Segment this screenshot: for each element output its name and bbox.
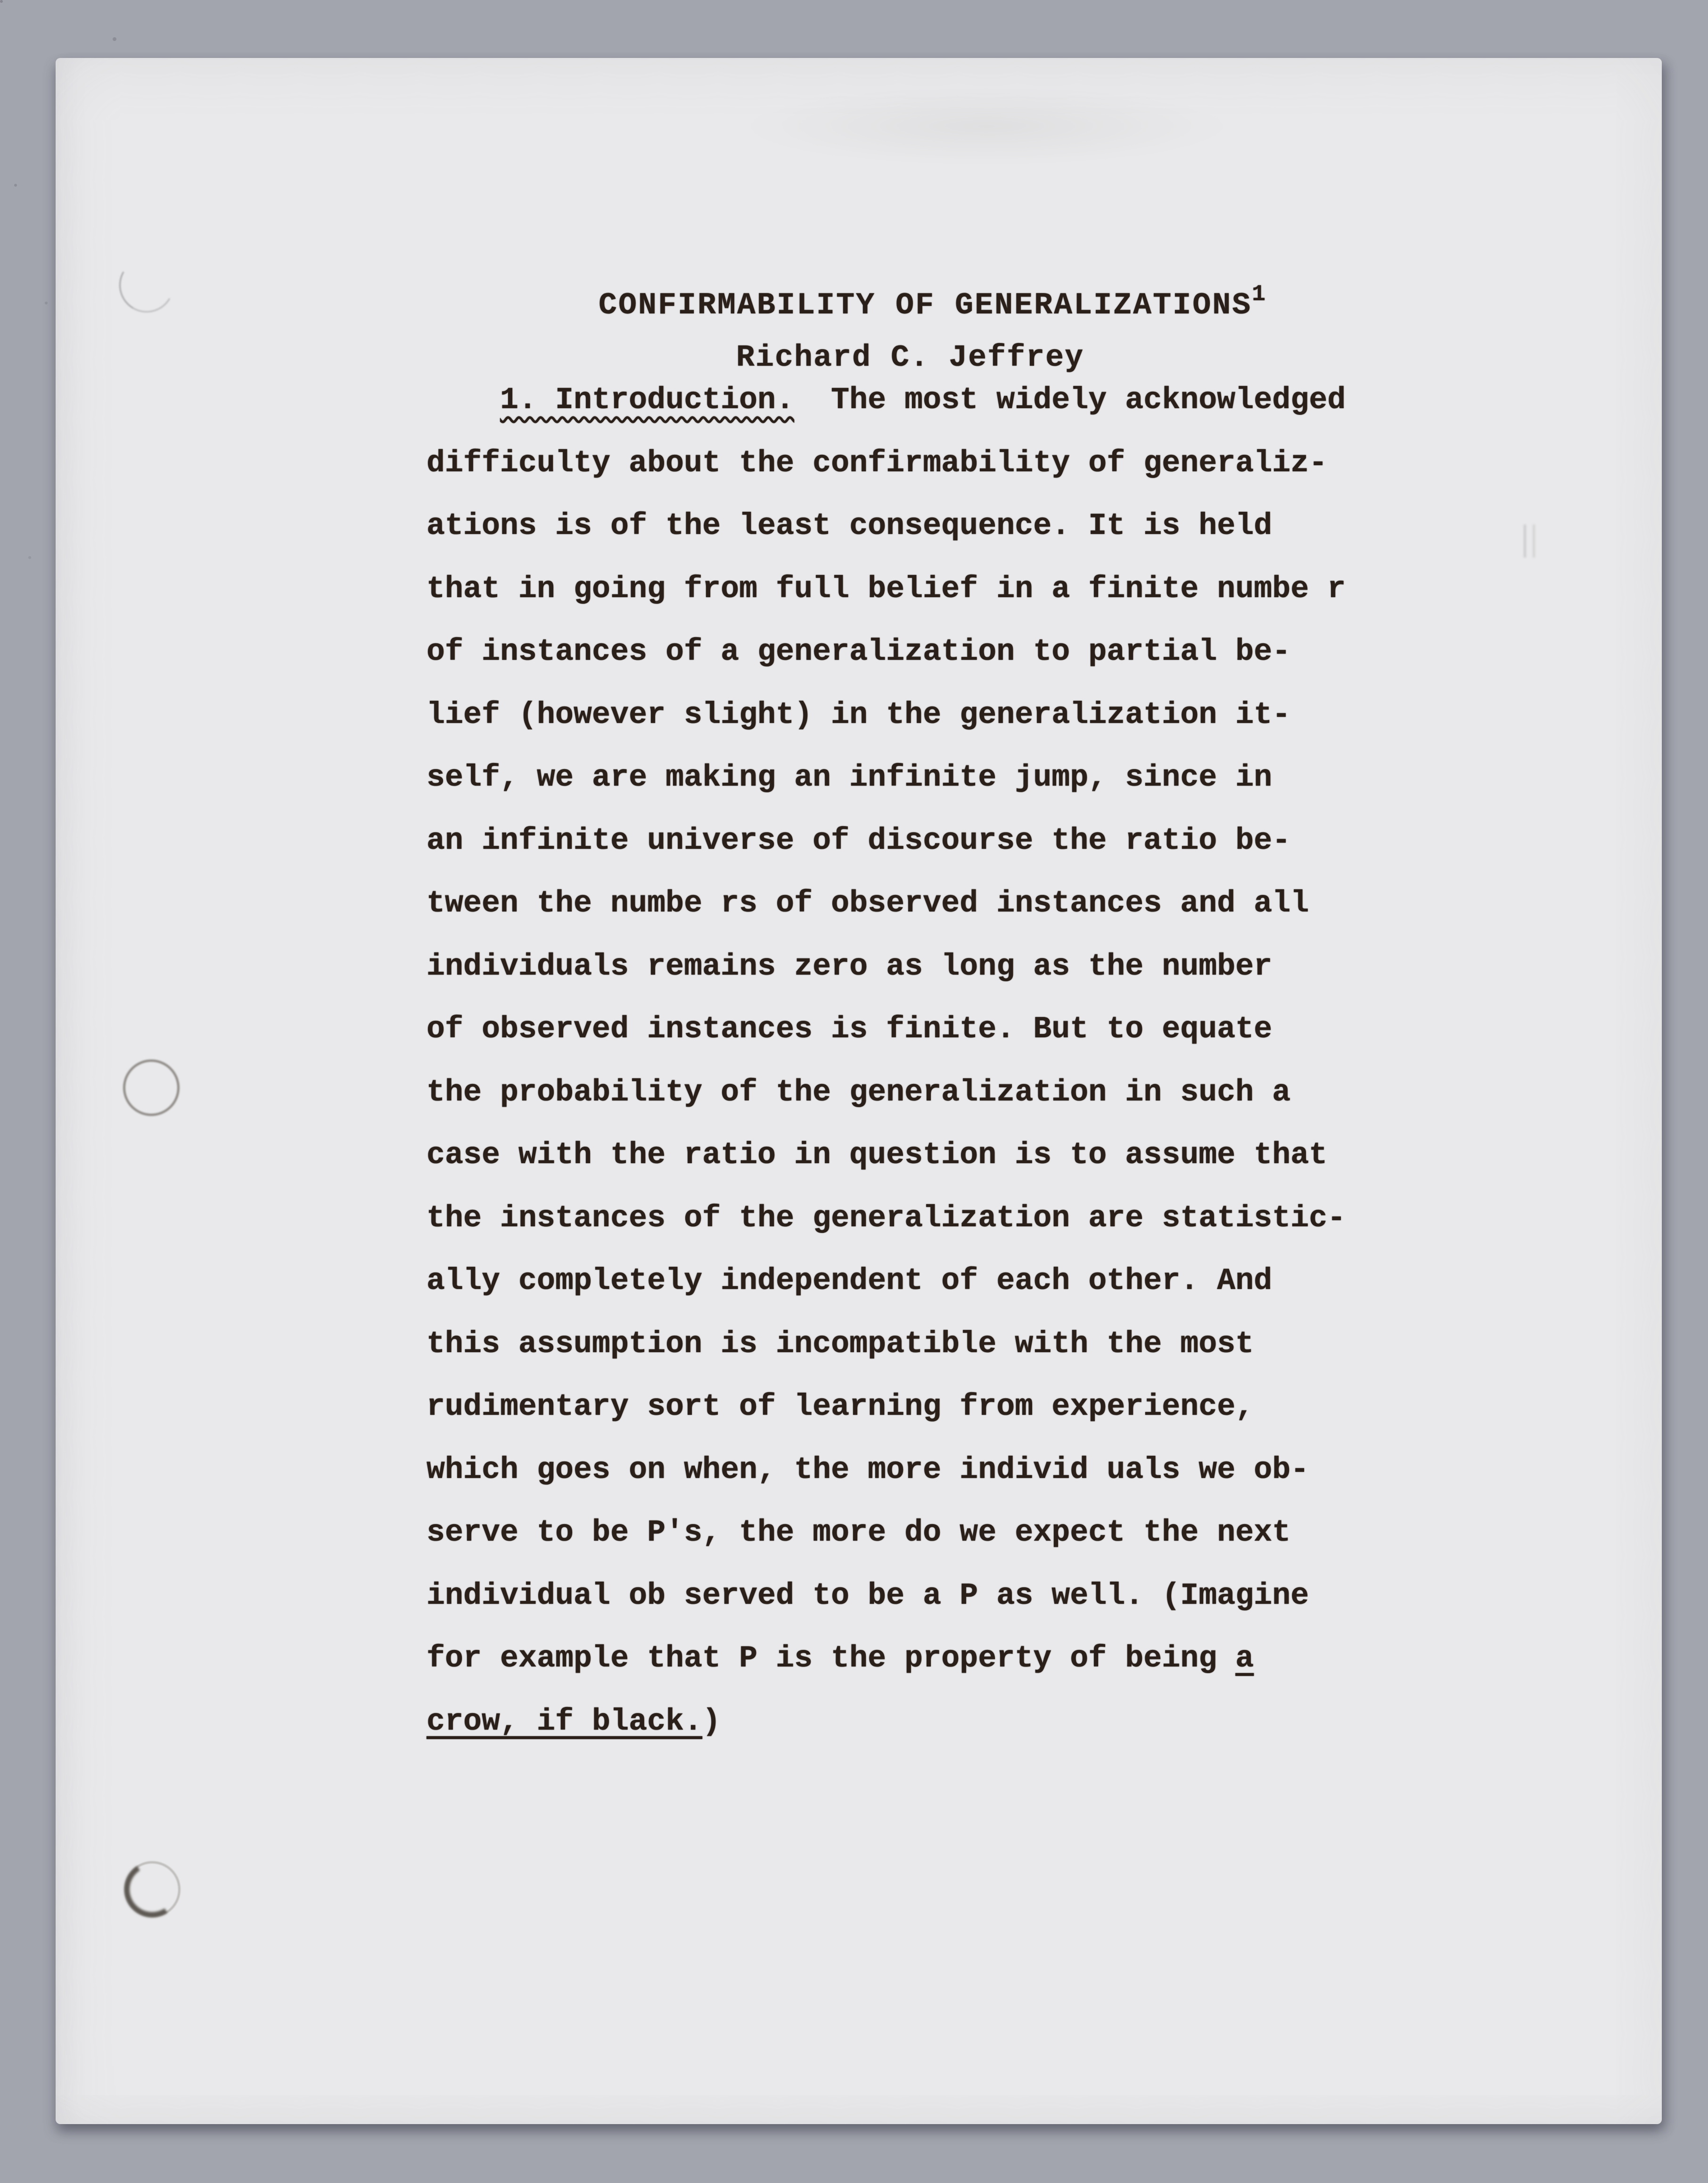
pencil-smudge xyxy=(739,86,1234,166)
body-text-run: self, we are making an infinite jump, since in xyxy=(427,760,1273,795)
body-text-run xyxy=(427,383,500,418)
scan-artifact-mark xyxy=(1524,525,1535,558)
body-text-run: serve to be P's, the more do we expect the next xyxy=(427,1515,1291,1550)
underlined-text-run: a xyxy=(1235,1641,1254,1676)
body-line xyxy=(427,747,1346,810)
body-line xyxy=(427,1313,1346,1376)
body-line xyxy=(427,1250,1346,1313)
body-line xyxy=(427,936,1346,999)
body-line xyxy=(427,872,1346,936)
body-line xyxy=(427,369,1346,432)
body-line xyxy=(427,495,1346,558)
body-text-run: ) xyxy=(702,1704,721,1739)
author-byline: Richard C. Jeffrey xyxy=(736,340,1084,375)
body-line xyxy=(427,1691,1346,1754)
hole-punch-bottom xyxy=(124,1861,181,1918)
body-line xyxy=(427,558,1346,621)
body-text-run: for example that P is the property of being xyxy=(427,1641,1236,1676)
scanner-dust xyxy=(0,0,3,3)
body-text-run: lief (however slight) in the generalization it- xyxy=(427,697,1291,732)
body-line xyxy=(427,1061,1346,1124)
body-text xyxy=(427,369,1346,1753)
body-text-run: difficulty about the confirmability of generaliz- xyxy=(427,445,1328,481)
body-text-run: The most widely acknowledged xyxy=(794,383,1346,418)
body-text-run: individuals remains zero as long as the number xyxy=(427,949,1273,984)
hole-punch-shading xyxy=(119,1856,185,1922)
title-text: CONFIRMABILITY OF GENERALIZATIONS xyxy=(599,288,1252,323)
document-title xyxy=(599,279,1265,321)
body-text-run: ations is of the least consequence. It is held xyxy=(427,509,1273,543)
body-line xyxy=(427,1502,1346,1565)
body-text-run: ally completely independent of each other. And xyxy=(427,1264,1273,1298)
body-line xyxy=(427,684,1346,747)
page-sheet xyxy=(56,58,1662,2124)
body-text-run: tween the numbe rs of observed instances and all xyxy=(427,886,1309,921)
body-text-run: which goes on when, the more individ uals we ob- xyxy=(427,1452,1309,1487)
body-text-run: the probability of the generalization in such a xyxy=(427,1075,1291,1110)
hole-punch-middle xyxy=(123,1059,180,1116)
body-text-run: an infinite universe of discourse the ratio be- xyxy=(427,823,1291,858)
body-text-run: of instances of a generalization to partial be- xyxy=(427,634,1291,669)
body-line xyxy=(427,621,1346,684)
body-line xyxy=(427,1439,1346,1502)
body-text-run: of observed instances is finite. But to equate xyxy=(427,1012,1273,1047)
body-line xyxy=(427,1187,1346,1250)
body-text-run: that in going from full belief in a finite numbe r xyxy=(427,571,1346,607)
body-text-run: this assumption is incompatible with the most xyxy=(427,1326,1254,1362)
hole-punch-top xyxy=(113,252,180,319)
body-text-run: the instances of the generalization are statistic- xyxy=(427,1200,1346,1236)
body-line xyxy=(427,1376,1346,1439)
body-line xyxy=(427,998,1346,1061)
body-line xyxy=(427,810,1346,873)
body-line xyxy=(427,1627,1346,1691)
body-line xyxy=(427,1565,1346,1628)
body-text-run: individual ob served to be a P as well. (Imagine xyxy=(427,1578,1309,1613)
body-line xyxy=(427,432,1346,495)
underlined-text-run: crow, if black. xyxy=(427,1704,703,1739)
underlined-text-run: 1. Introduction. xyxy=(500,383,795,418)
body-text-run: case with the ratio in question is to assume that xyxy=(427,1138,1328,1173)
body-line xyxy=(427,1124,1346,1187)
body-text-run: rudimentary sort of learning from experience, xyxy=(427,1389,1254,1424)
footnote-marker-icon: 1 xyxy=(1252,282,1266,307)
